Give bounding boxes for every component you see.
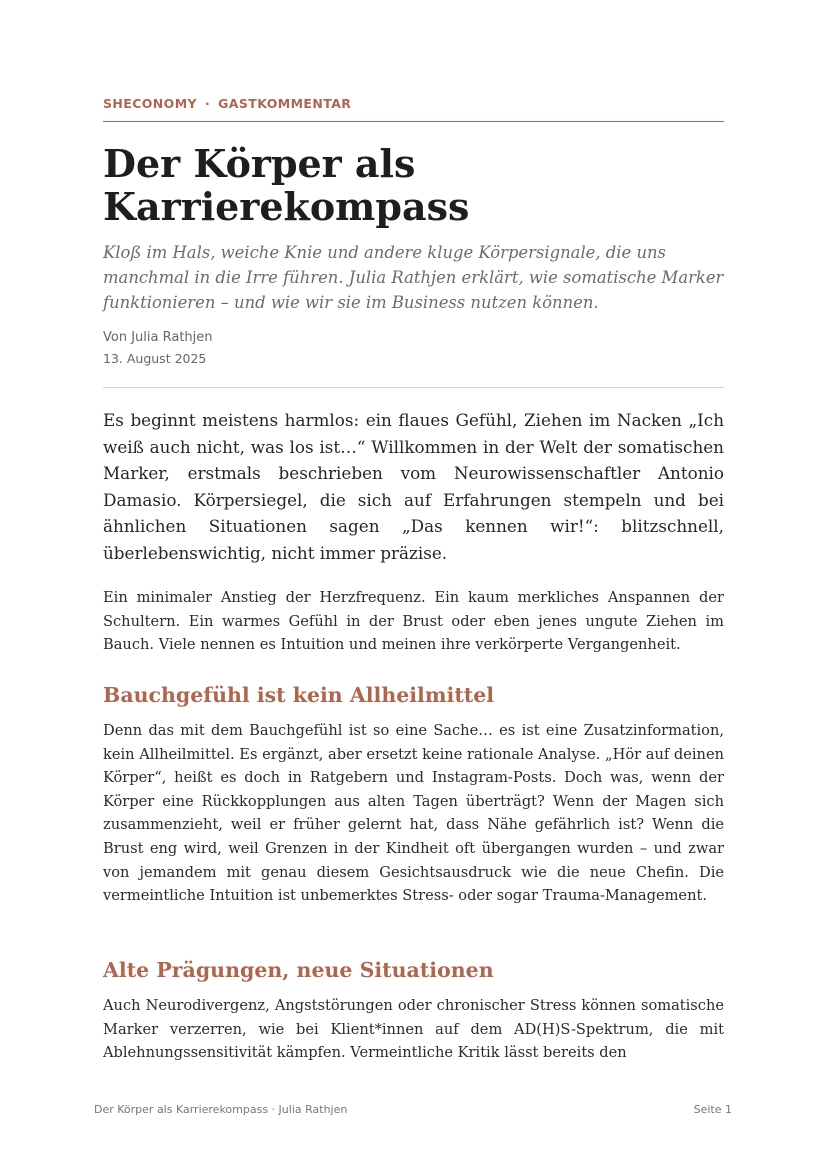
section-heading: Bauchgefühl ist kein Allheilmittel [103,683,495,707]
section-name: GASTKOMMENTAR [218,96,352,111]
kicker [103,96,351,111]
footer-page-number: Seite 1 [693,1103,732,1116]
intro-paragraph: Es beginnt meistens harmlos: ein flaues Gefühl, Ziehen im Nacken „Ich weiß auch nicht, was los ist…“ Willkommen in der Welt der somatischen Marker, erstmals beschrieben vom Neurowissenschaftler Antonio Damasio. Körpersiegel, die sich auf Erfahrungen stempeln und bei ähnlichen Situationen sagen „Das kennen wir!“: blitzschnell, überlebenswichtig, nicht immer präzise. [103,410,724,563]
body-paragraph: Ein minimaler Anstieg der Herzfrequenz. Ein kaum merkliches Anspannen der Schultern. Ein warmes Gefühl in der Brust oder eben jenes ungute Ziehen im Bauch. Viele nennen es Intuition und meinen ihre verkörperte Vergangenheit. [103,589,724,654]
kicker-separator: · [204,96,211,111]
meta-divider [103,387,724,388]
header-divider [103,121,724,122]
footer-running-title: Der Körper als Karrierekompass · Julia Rathjen [94,1103,348,1116]
body-paragraph: Denn das mit dem Bauchgefühl ist so eine Sache… es ist eine Zusatzinformation, kein Allheilmittel. Es ergänzt, aber ersetzt keine rationale Analyse. „Hör auf deinen Körper“, heißt es doch in Ratgebern und Instagram-Posts. Doch was, wenn der Körper eine Rückkopplungen aus alten Tagen überträgt? Wenn der Magen sich zusammenzieht, weil er früher gelernt hat, dass Nähe gefährlich ist? Wenn die Brust eng wird, weil Grenzen in der Kindheit oft übergangen wurden – und zwar von jemandem mit genau diesem Gesichtsausdruck wie die neue Chefin. Die vermeintliche Intuition ist unbemerktes Stress- oder sogar Trauma-Management. [103,722,724,905]
article-lead: Kloß im Hals, weiche Knie und andere kluge Körpersignale, die uns manchmal in die Irre führen. Julia Rathjen erklärt, wie somatische Marker funktionieren – und wie wir sie im Business nutzen können. [103,243,724,312]
publication-name: SHECONOMY [103,96,197,111]
article-date: 13. August 2025 [103,351,207,366]
article-author: Von Julia Rathjen [103,330,213,345]
body-paragraph: Auch Neurodivergenz, Angststörungen oder chronischer Stress können somatische Marker verzerren, wie bei Klient*innen auf dem AD(H)S-Spektrum, die mit Ablehnungssensitivität kämpfen. Vermeintliche Kritik lässt bereits den [103,997,724,1062]
section-heading: Alte Prägungen, neue Situationen [103,958,494,982]
article-title: Der Körper als Karrierekompass [103,141,470,229]
